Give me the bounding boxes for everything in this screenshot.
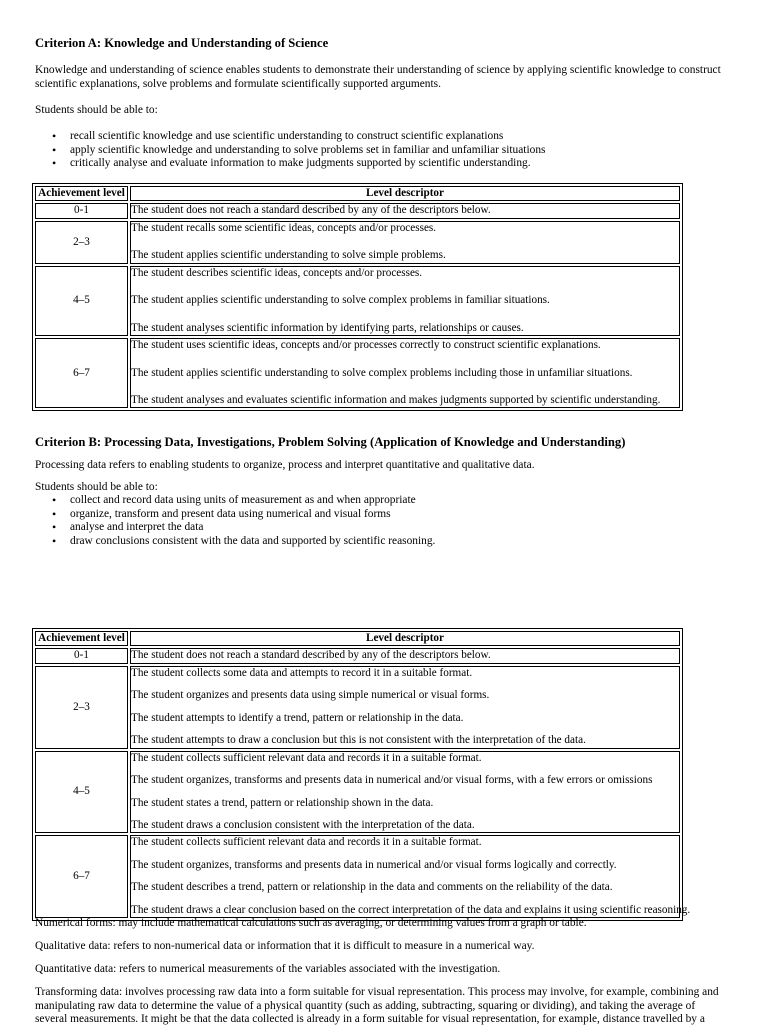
column-header-descriptor: Level descriptor <box>130 631 680 646</box>
descriptor-line: The student draws a conclusion consistent with the interpretation of the data. <box>131 818 475 831</box>
descriptor-line: The student does not reach a standard described by any of the descriptors below. <box>131 649 491 662</box>
descriptor-line: The student uses scientific ideas, concepts and/or processes correctly to construct scientific explanations. <box>131 339 601 352</box>
level-descriptor <box>130 203 680 218</box>
descriptor-line: The student describes scientific ideas, concepts and/or processes. <box>131 266 423 279</box>
descriptor-line: The student applies scientific understanding to solve complex problems including those in unfamiliar situations. <box>131 366 633 379</box>
criterion-b-intro: Processing data refers to enabling students to organize, process and interpret quantitative and qualitative data. <box>35 459 535 471</box>
list-item: • organize, transform and present data using numerical and visual forms <box>35 508 733 522</box>
list-item: • collect and record data using units of measurement as and when appropriate <box>35 494 733 508</box>
descriptor-line: The student collects sufficient relevant data and records it in a suitable format. <box>131 751 482 764</box>
level-descriptor <box>130 835 691 918</box>
note-numerical-forms: Numerical forms: may include mathematical calculations such as averaging, or determining values from a graph or table. <box>35 917 587 929</box>
level-descriptor <box>130 648 680 663</box>
note-transforming-data: Transforming data: involves processing raw data into a form suitable for visual representation. This process may involve, for example, combining and manipulating raw data to determine the value of a physical quantity (such as adding, subtracting, squaring or dividing), and taking the average of several measurements. It might be that the data collected is already in a form suitable for visual representation, for example, distance travelled by a <box>35 986 719 1026</box>
criterion-b-able-to: Students should be able to: <box>35 481 158 493</box>
descriptor-line: The student describes a trend, pattern or relationship in the data and comments on the reliability of the data. <box>131 881 613 894</box>
column-header-level: Achievement level <box>35 186 128 201</box>
descriptor-line: The student organizes, transforms and presents data in numerical and/or visual forms, with a few errors or omissions <box>131 774 653 787</box>
table-row <box>35 203 680 218</box>
list-item: • apply scientific knowledge and understanding to solve problems set in familiar and unfamiliar situations <box>35 144 733 158</box>
list-item: • draw conclusions consistent with the data and supported by scientific reasoning. <box>35 535 733 549</box>
descriptor-line: The student applies scientific understanding to solve complex problems in familiar situations. <box>131 294 550 307</box>
table-header-row <box>35 186 680 201</box>
table-row <box>35 266 680 336</box>
achievement-level: 0-1 <box>35 203 128 218</box>
level-descriptor <box>130 221 680 264</box>
note-quantitative-data: Quantitative data: refers to numerical measurements of the variables associated with the investigation. <box>35 963 501 975</box>
descriptor-line: The student collects sufficient relevant data and records it in a suitable format. <box>131 836 482 849</box>
achievement-level: 4–5 <box>35 266 128 336</box>
descriptor-line: The student states a trend, pattern or relationship shown in the data. <box>131 796 434 809</box>
descriptor-line: The student does not reach a standard described by any of the descriptors below. <box>131 204 491 217</box>
descriptor-line: The student analyses scientific information by identifying parts, relationships or causes. <box>131 321 524 334</box>
descriptor-line: The student applies scientific understanding to solve simple problems. <box>131 249 446 262</box>
criterion-b-heading: Criterion B: Processing Data, Investigations, Problem Solving (Application of Knowledge and Understanding) <box>35 435 626 449</box>
column-header-descriptor: Level descriptor <box>130 186 680 201</box>
table-row <box>35 666 680 749</box>
descriptor-line: The student attempts to identify a trend, pattern or relationship in the data. <box>131 711 464 724</box>
criterion-b-bullet-list <box>35 494 733 548</box>
criterion-b-table <box>32 628 691 921</box>
criterion-a-bullet-list <box>35 130 733 171</box>
descriptor-line: The student organizes, transforms and presents data in numerical and/or visual forms logically and correctly. <box>131 858 617 871</box>
achievement-level: 6–7 <box>35 835 128 918</box>
list-item: • recall scientific knowledge and use scientific understanding to construct scientific explanations <box>35 130 733 144</box>
achievement-level: 6–7 <box>35 338 128 408</box>
level-descriptor <box>130 666 680 749</box>
achievement-level: 2–3 <box>35 666 128 749</box>
list-item: • analyse and interpret the data <box>35 521 733 535</box>
list-item: • critically analyse and evaluate information to make judgments supported by scientific understanding. <box>35 157 733 171</box>
level-descriptor <box>130 338 680 408</box>
descriptor-line: The student organizes and presents data using simple numerical or visual forms. <box>131 689 490 702</box>
table-row <box>35 835 680 918</box>
level-descriptor <box>130 266 680 336</box>
achievement-level: 2–3 <box>35 221 128 264</box>
criterion-a-table <box>32 183 683 411</box>
achievement-level: 0-1 <box>35 648 128 663</box>
table-row <box>35 221 680 264</box>
note-qualitative-data: Qualitative data: refers to non-numerical data or information that it is difficult to measure in a numerical way. <box>35 940 535 952</box>
descriptor-line: The student attempts to draw a conclusion but this is not consistent with the interpretation of the data. <box>131 734 586 747</box>
descriptor-line: The student collects some data and attempts to record it in a suitable format. <box>131 666 473 679</box>
criterion-a-heading: Criterion A: Knowledge and Understanding of Science <box>35 36 329 50</box>
table-row <box>35 751 680 834</box>
criterion-a-intro: Knowledge and understanding of science enables students to demonstrate their understanding of science by applying scientific knowledge to construct scientific explanations, solve problems and formulate scientifically supported arguments. <box>35 64 721 90</box>
table-header-row <box>35 631 680 646</box>
table-row <box>35 338 680 408</box>
descriptor-line: The student draws a clear conclusion based on the correct interpretation of the data and explains it using scientific reasoning. <box>131 903 691 916</box>
criterion-a-able-to: Students should be able to: <box>35 104 158 116</box>
table-row <box>35 648 680 663</box>
descriptor-line: The student analyses and evaluates scientific information and makes judgments supported by scientific understanding. <box>131 393 661 406</box>
level-descriptor <box>130 751 680 834</box>
descriptor-line: The student recalls some scientific ideas, concepts and/or processes. <box>131 221 437 234</box>
column-header-level: Achievement level <box>35 631 128 646</box>
achievement-level: 4–5 <box>35 751 128 834</box>
